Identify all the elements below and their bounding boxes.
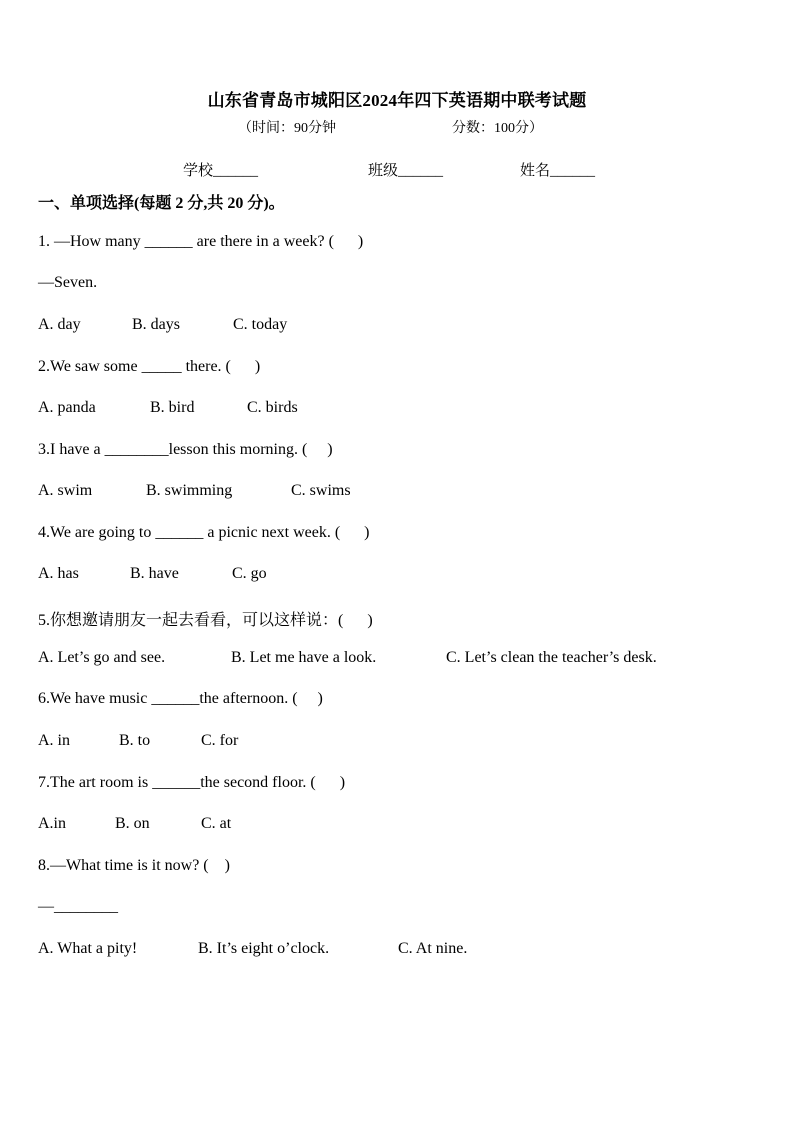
- school-field[interactable]: 学校______: [183, 163, 259, 179]
- class-field[interactable]: 班级______: [368, 163, 444, 179]
- option-b[interactable]: B. Let me have a look.: [231, 649, 377, 666]
- option-b[interactable]: B. days: [132, 316, 180, 333]
- option-b[interactable]: B. It’s eight o’clock.: [198, 940, 330, 957]
- question-8-stem: 8.—What time is it now? ( ): [38, 857, 230, 874]
- option-b[interactable]: B. bird: [150, 399, 195, 416]
- option-a[interactable]: A.in: [38, 815, 66, 832]
- option-b[interactable]: B. on: [115, 815, 150, 832]
- option-b[interactable]: B. to: [119, 732, 151, 749]
- question-5-stem: 5.你想邀请朋友一起去看看，可以这样说：( ): [38, 612, 373, 629]
- option-c[interactable]: C. At nine.: [398, 940, 468, 957]
- option-c[interactable]: C. swims: [291, 482, 351, 499]
- option-a[interactable]: A. in: [38, 732, 70, 749]
- question-1-stem: 1. —How many ______ are there in a week? ( ): [38, 233, 364, 250]
- option-c[interactable]: C. go: [232, 565, 267, 582]
- option-c[interactable]: C. birds: [247, 399, 298, 416]
- page-title: 山东省青岛市城阳区2024年四下英语期中联考试题: [207, 91, 587, 110]
- option-a[interactable]: A. Let’s go and see.: [38, 649, 166, 666]
- question-7-stem: 7.The art room is ______the second floor. ( ): [38, 774, 346, 791]
- section-heading: 一、单项选择(每题 2 分,共 20 分)。: [38, 195, 285, 212]
- option-c[interactable]: C. for: [201, 732, 239, 749]
- exam-score: 分数：100分）: [452, 121, 543, 136]
- option-a[interactable]: A. day: [38, 316, 81, 333]
- question-1-answer: —Seven.: [38, 274, 98, 291]
- option-a[interactable]: A. has: [38, 565, 79, 582]
- option-b[interactable]: B. swimming: [146, 482, 233, 499]
- option-c[interactable]: C. Let’s clean the teacher’s desk.: [446, 649, 657, 666]
- name-field[interactable]: 姓名______: [520, 163, 596, 179]
- option-b[interactable]: B. have: [130, 565, 179, 582]
- exam-time: （时间：90分钟: [238, 121, 336, 136]
- option-a[interactable]: A. swim: [38, 482, 93, 499]
- option-a[interactable]: A. panda: [38, 399, 96, 416]
- option-a[interactable]: A. What a pity!: [38, 940, 138, 957]
- option-c[interactable]: C. today: [233, 316, 288, 333]
- question-8-answer: —________: [38, 898, 118, 915]
- question-2-stem: 2.We saw some _____ there. ( ): [38, 358, 261, 375]
- question-3-stem: 3.I have a ________lesson this morning. ( ): [38, 441, 333, 458]
- option-c[interactable]: C. at: [201, 815, 232, 832]
- question-6-stem: 6.We have music ______the afternoon. ( ): [38, 690, 323, 707]
- question-4-stem: 4.We are going to ______ a picnic next week. ( ): [38, 524, 370, 541]
